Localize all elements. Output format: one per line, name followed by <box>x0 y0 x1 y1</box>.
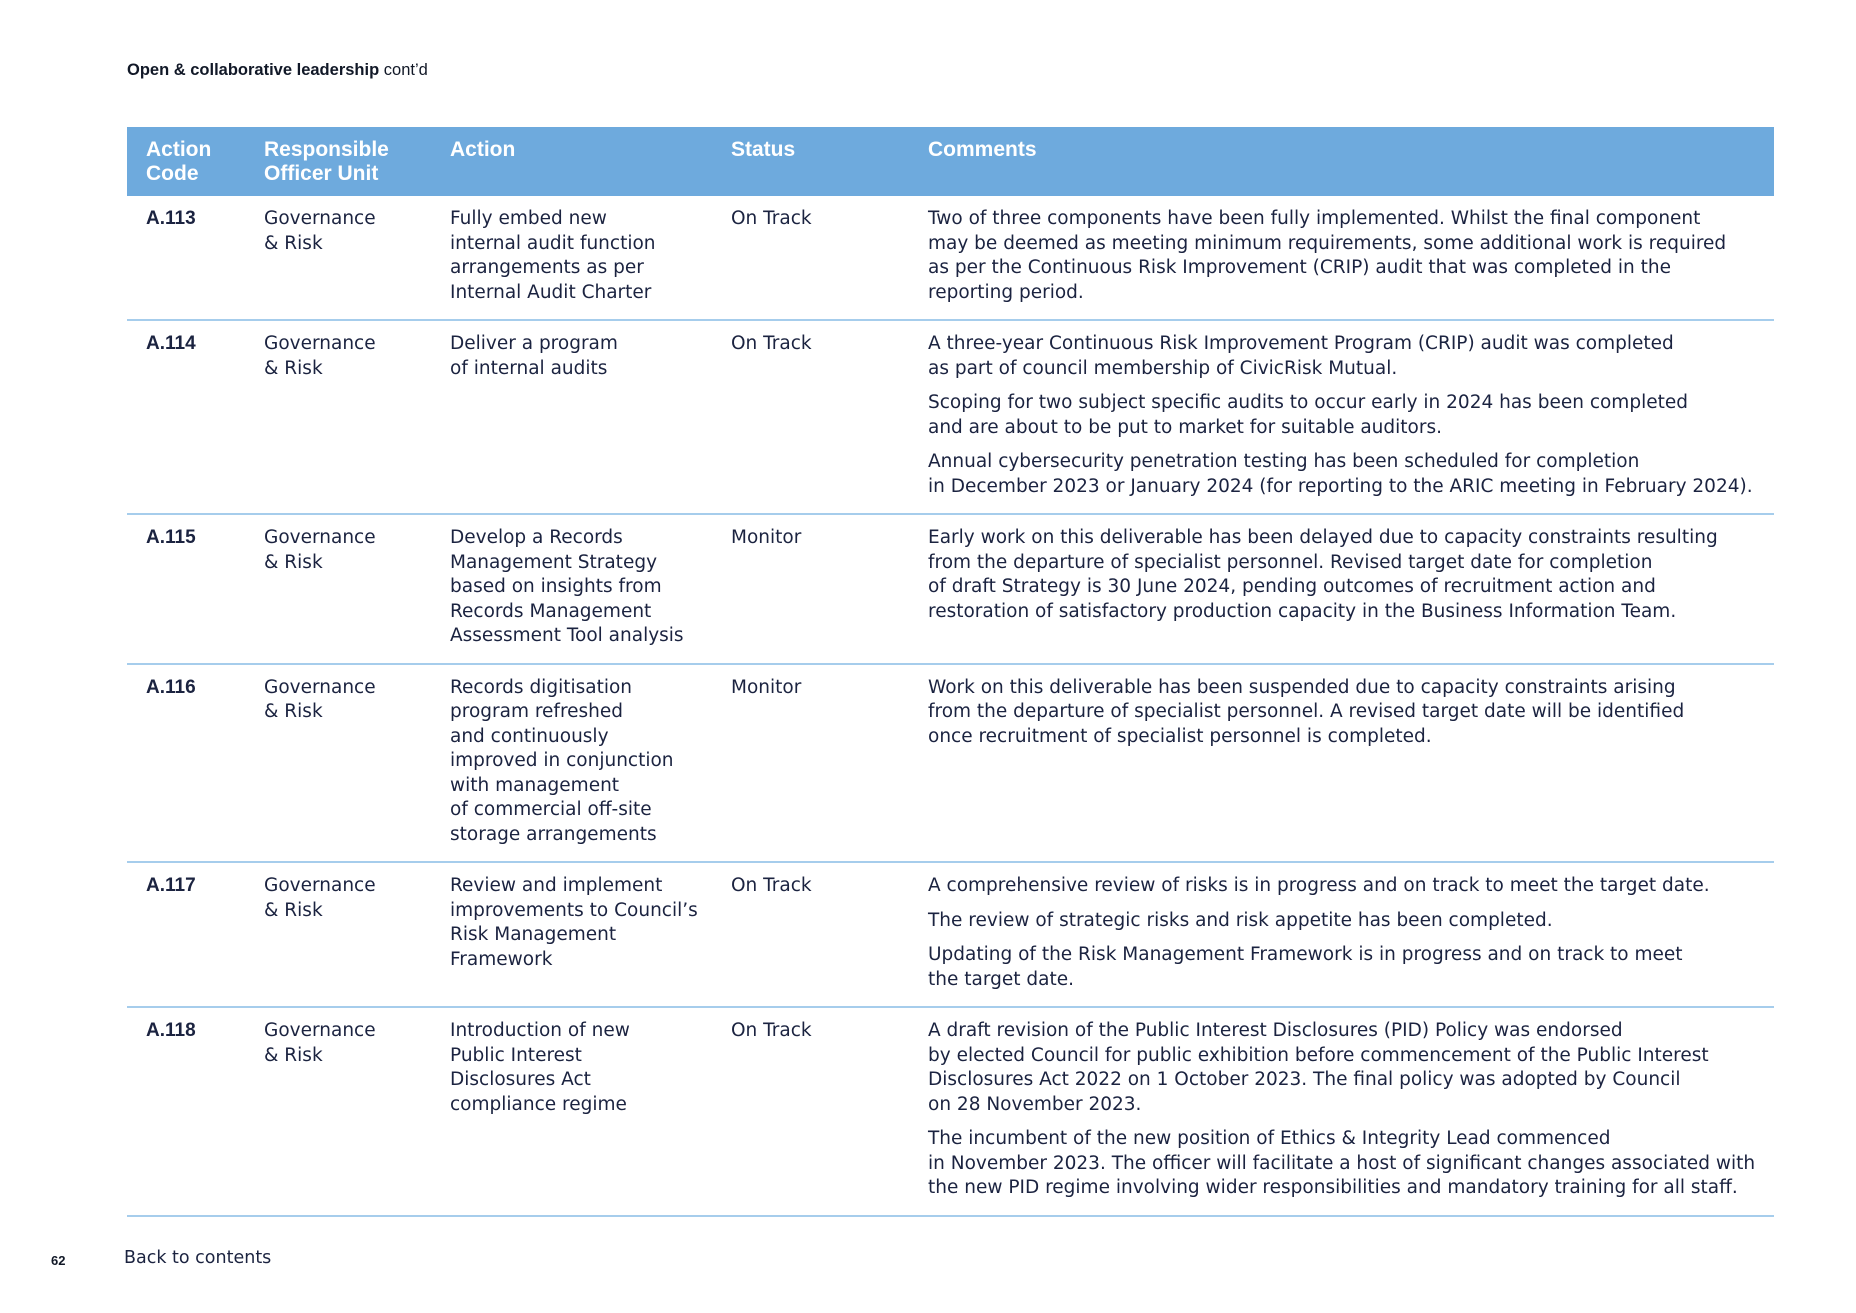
comment-paragraph: Work on this deliverable has been suspended due to capacity constraints arising from the departure of specialist personnel. A revised target date will be identified once recruitment of specialist personnel is completed. <box>928 676 1685 747</box>
responsible-unit-cell: Governance & Risk <box>245 862 431 1007</box>
section-title-suffix: cont’d <box>383 61 428 79</box>
action-description-cell: Fully embed new internal audit function arrangements as per Internal Audit Charter <box>431 196 712 320</box>
responsible-unit-cell: Governance & Risk <box>245 320 431 514</box>
action-table <box>127 127 1774 1217</box>
status-cell: On Track <box>712 862 909 1007</box>
page-number: 62 <box>51 1253 66 1268</box>
section-heading <box>127 61 428 80</box>
action-code-cell: A.116 <box>127 664 245 863</box>
comments-cell <box>909 664 1774 863</box>
back-to-contents-link[interactable]: Back to contents <box>124 1248 272 1268</box>
responsible-unit-cell: Governance & Risk <box>245 514 431 664</box>
action-description-cell: Records digitisation program refreshed and continuously improved in conjunction with management of commercial off-site storage arrangements <box>431 664 712 863</box>
action-description-cell: Review and implement improvements to Council’s Risk Management Framework <box>431 862 712 1007</box>
comment-paragraph: The review of strategic risks and risk appetite has been completed. <box>928 909 1553 931</box>
status-cell: On Track <box>712 320 909 514</box>
comment-paragraph: A comprehensive review of risks is in progress and on track to meet the target date. <box>928 875 1710 896</box>
action-code-cell: A.117 <box>127 862 245 1007</box>
comment-paragraph: Updating of the Risk Management Framework is in progress and on track to meet the target date. <box>928 944 1683 990</box>
responsible-unit-cell: Governance & Risk <box>245 196 431 320</box>
action-description-cell: Deliver a program of internal audits <box>431 320 712 514</box>
action-description-cell: Develop a Records Management Strategy based on insights from Records Management Assessment Tool analysis <box>431 514 712 664</box>
status-cell: Monitor <box>712 664 909 863</box>
comment-paragraph: Scoping for two subject specific audits to occur early in 2024 has been completed and are about to be put to market for suitable auditors. <box>928 392 1688 438</box>
section-title: Open & collaborative leadership <box>127 61 380 79</box>
table-body <box>127 196 1774 1216</box>
comments-cell <box>909 862 1774 1007</box>
status-cell: Monitor <box>712 514 909 664</box>
comment-paragraph: Early work on this deliverable has been delayed due to capacity constraints resulting from the departure of specialist personnel. Revised target date for completion of draft Strategy is 30 June 2024, pending outcomes of recruitment action and restoration of satisfactory production capacity in the Business Information Team. <box>928 527 1718 622</box>
column-header-comments: Comments <box>909 127 1774 196</box>
comment-paragraph: A draft revision of the Public Interest Disclosures (PID) Policy was endorsed by elected Council for public exhibition before commencement of the Public Interest Disclosures Act 2022 on 1 October 2023. The final policy was adopted by Council on 28 November 2023. <box>928 1020 1709 1115</box>
column-header-action: Action <box>431 127 712 196</box>
comments-cell <box>909 514 1774 664</box>
action-description-cell: Introduction of new Public Interest Disclosures Act compliance regime <box>431 1007 712 1216</box>
comment-paragraph: Two of three components have been fully implemented. Whilst the final component may be deemed as meeting minimum requirements, some additional work is required as per the Continuous Risk Improvement (CRIP) audit that was completed in the reporting period. <box>928 208 1727 303</box>
comment-paragraph: The incumbent of the new position of Ethics & Integrity Lead commenced in November 2023. The officer will facilitate a host of significant changes associated with the new PID regime involving wider responsibilities and mandatory training for all staff. <box>928 1128 1756 1198</box>
comments-cell <box>909 196 1774 320</box>
status-cell: On Track <box>712 1007 909 1216</box>
comment-paragraph: Annual cybersecurity penetration testing has been scheduled for completion in December 2023 or January 2024 (for reporting to the ARIC meeting in February 2024). <box>928 451 1753 497</box>
column-header-status: Status <box>712 127 909 196</box>
table-row <box>127 862 1774 1007</box>
comments-cell <box>909 1007 1774 1216</box>
action-code-cell: A.113 <box>127 196 245 320</box>
table-header-row <box>127 127 1774 196</box>
column-header-responsible-officer-unit: Responsible Officer Unit <box>245 127 431 196</box>
status-cell: On Track <box>712 196 909 320</box>
table-row <box>127 320 1774 514</box>
responsible-unit-cell: Governance & Risk <box>245 1007 431 1216</box>
action-code-cell: A.115 <box>127 514 245 664</box>
responsible-unit-cell: Governance & Risk <box>245 664 431 863</box>
action-code-cell: A.114 <box>127 320 245 514</box>
column-header-action-code: Action Code <box>127 127 245 196</box>
table-row <box>127 1007 1774 1216</box>
action-code-cell: A.118 <box>127 1007 245 1216</box>
table-row <box>127 514 1774 664</box>
table-row <box>127 196 1774 320</box>
table-row <box>127 664 1774 863</box>
comment-paragraph: A three-year Continuous Risk Improvement Program (CRIP) audit was completed as part of council membership of CivicRisk Mutual. <box>928 333 1674 379</box>
comments-cell <box>909 320 1774 514</box>
